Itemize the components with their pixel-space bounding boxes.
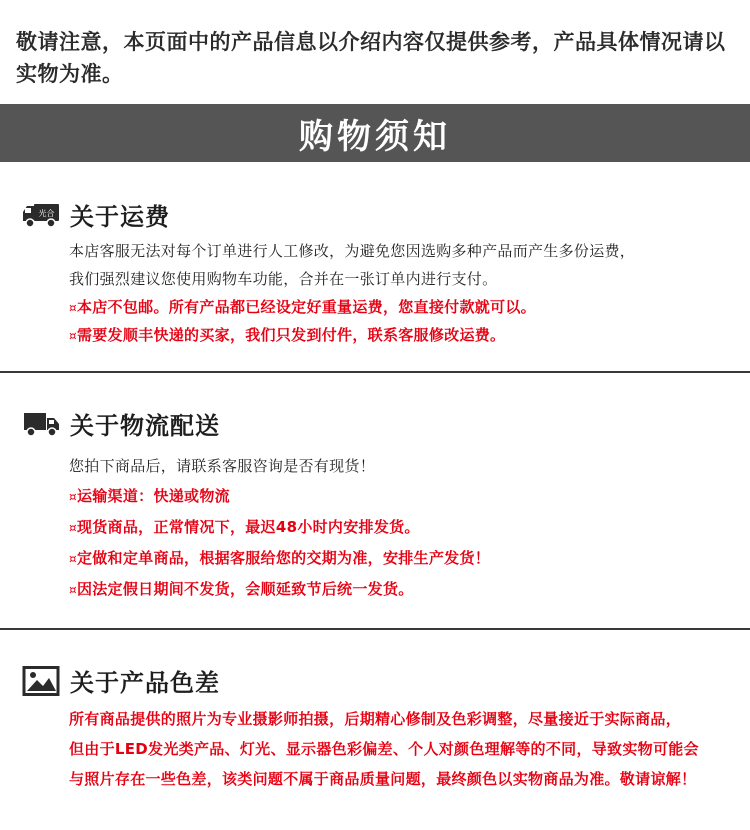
- bullet-mark: ¤: [69, 301, 77, 315]
- logistics-line-2: ¤运输渠道：快递或物流: [69, 487, 230, 505]
- section-header-logistics: [22, 406, 220, 441]
- color-difference-line-3: 与照片存在一些色差，该类问题不属于商品质量问题，最终颜色以实物商品为准。敬请谅解！: [69, 770, 697, 788]
- logistics-line-5: ¤因法定假日期间不发货，会顺延致节后统一发货。: [69, 580, 414, 598]
- banner-title: 购物须知: [299, 116, 451, 157]
- section-header-color-difference: [22, 663, 220, 698]
- shipping-fee-line-2: 我们强烈建议您使用购物车功能，合并在一张订单内进行支付。: [69, 270, 498, 288]
- bullet-mark: ¤: [69, 521, 77, 535]
- delivery-truck-icon: [22, 409, 60, 439]
- truck-icon-label: 光合: [38, 208, 55, 218]
- shipping-fee-line-3: ¤本店不包邮。所有产品都已经设定好重量运费，您直接付款就可以。: [69, 298, 536, 316]
- section-title-logistics: 关于物流配送: [70, 412, 220, 440]
- logistics-line-4: ¤定做和定单商品，根据客服给您的交期为准，安排生产发货！: [69, 549, 491, 567]
- shipping-fee-line-1: 本店客服无法对每个订单进行人工修改，为避免您因选购多种产品而产生多份运费，: [69, 242, 636, 260]
- shipping-fee-line-4: ¤需要发顺丰快递的买家，我们只发到付件，联系客服修改运费。: [69, 326, 506, 344]
- section-title-shipping-fee: 关于运费: [70, 203, 170, 231]
- section-header-shipping-fee: [22, 197, 170, 232]
- section-divider: [0, 628, 750, 630]
- bullet-mark: ¤: [69, 583, 77, 597]
- shopping-notice-banner: [0, 104, 750, 162]
- bullet-mark: ¤: [69, 552, 77, 566]
- section-divider: [0, 371, 750, 373]
- truck-icon: [22, 200, 60, 230]
- color-difference-line-1: 所有商品提供的照片为专业摄影师拍摄，后期精心修制及色彩调整，尽量接近于实际商品，: [69, 710, 682, 728]
- notice-text: 敬请注意，本页面中的产品信息以介绍内容仅提供参考，产品具体情况请以实物为准。: [16, 30, 726, 86]
- logistics-line-3: ¤现货商品，正常情况下，最迟48小时内安排发货。: [69, 518, 420, 536]
- section-title-color-difference: 关于产品色差: [70, 669, 220, 697]
- bullet-mark: ¤: [69, 329, 77, 343]
- color-difference-line-2: 但由于LED发光类产品、灯光、显示器色彩偏差、个人对颜色理解等的不同，导致实物可能会: [69, 740, 699, 758]
- bullet-mark: ¤: [69, 490, 77, 504]
- logistics-line-1: 您拍下商品后，请联系客服咨询是否有现货！: [69, 457, 376, 475]
- image-icon: [22, 666, 60, 696]
